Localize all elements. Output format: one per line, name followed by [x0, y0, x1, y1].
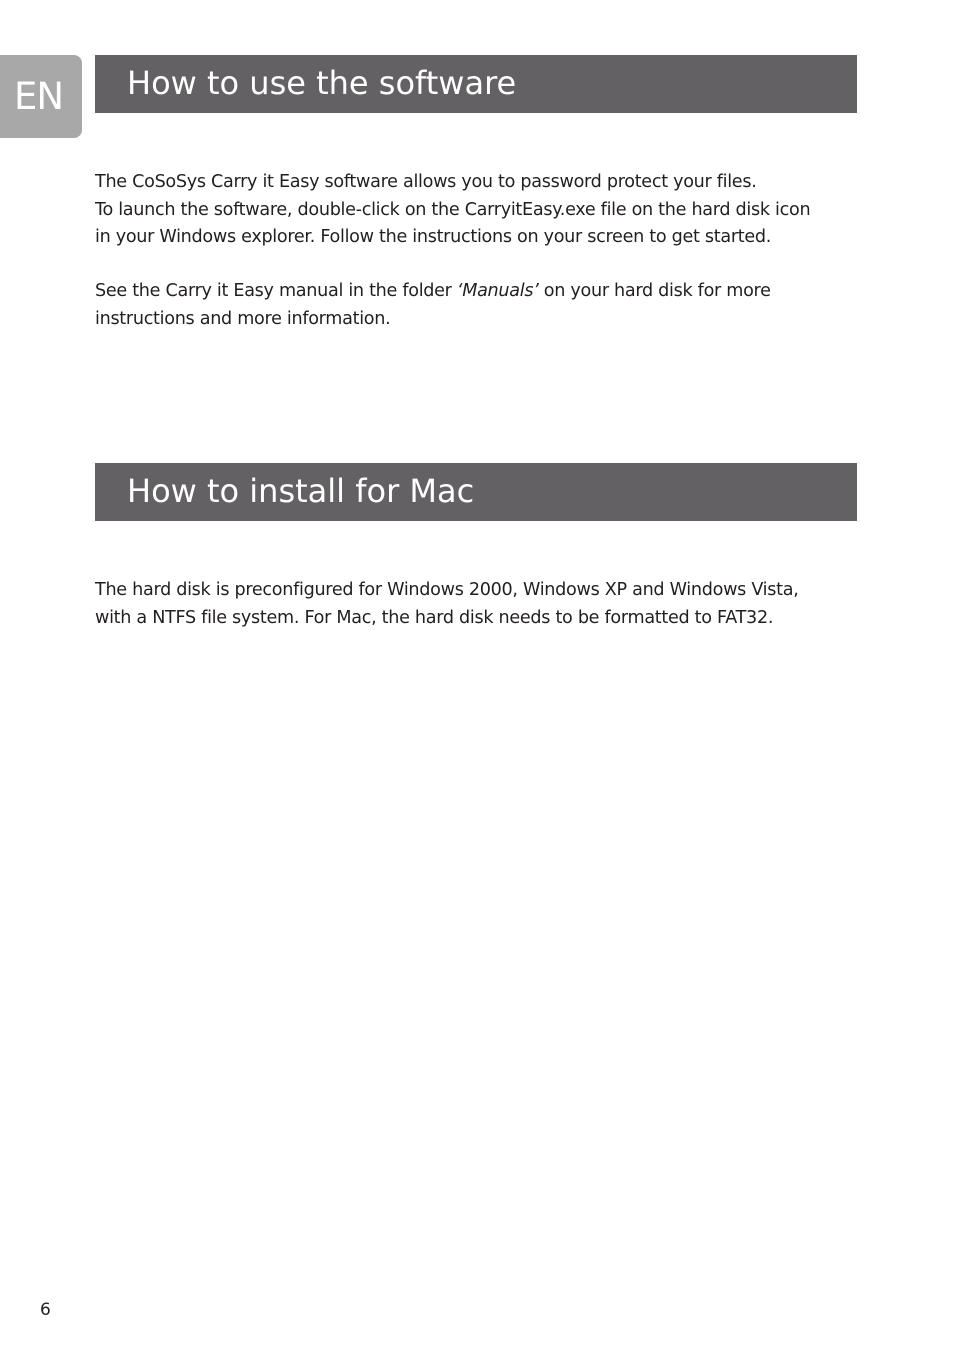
- paragraph-text: See the Carry it Easy manual in the folder: [95, 281, 457, 301]
- mac-install-paragraph: [95, 577, 865, 632]
- section-header-use-software: [95, 55, 857, 113]
- paragraph-line: [95, 278, 865, 306]
- paragraph-line: The CoSoSys Carry it Easy software allows you to password protect your files.: [95, 172, 757, 192]
- page-number: 6: [40, 1300, 51, 1320]
- paragraph-line: with a NTFS file system. For Mac, the hard disk needs to be formatted to FAT32.: [95, 607, 774, 628]
- section-title: How to use the software: [127, 64, 517, 102]
- paragraph-line: The hard disk is preconfigured for Windows 2000, Windows XP and Windows Vista,: [95, 580, 799, 600]
- software-intro-paragraph: [95, 169, 865, 252]
- paragraph-text: on your hard disk for more: [538, 281, 771, 301]
- manual-reference-paragraph: [95, 278, 865, 333]
- paragraph-line: in your Windows explorer. Follow the instructions on your screen to get started.: [95, 227, 772, 247]
- paragraph-line: instructions and more information.: [95, 308, 391, 329]
- manuals-folder-name: ‘Manuals’: [456, 281, 539, 301]
- language-tab: [0, 55, 82, 138]
- language-tab-label: EN: [14, 75, 64, 118]
- paragraph-line: To launch the software, double-click on the CarryitEasy.exe file on the hard disk icon: [95, 199, 811, 220]
- section-header-install-mac: [95, 463, 857, 521]
- section-title: How to install for Mac: [127, 472, 475, 510]
